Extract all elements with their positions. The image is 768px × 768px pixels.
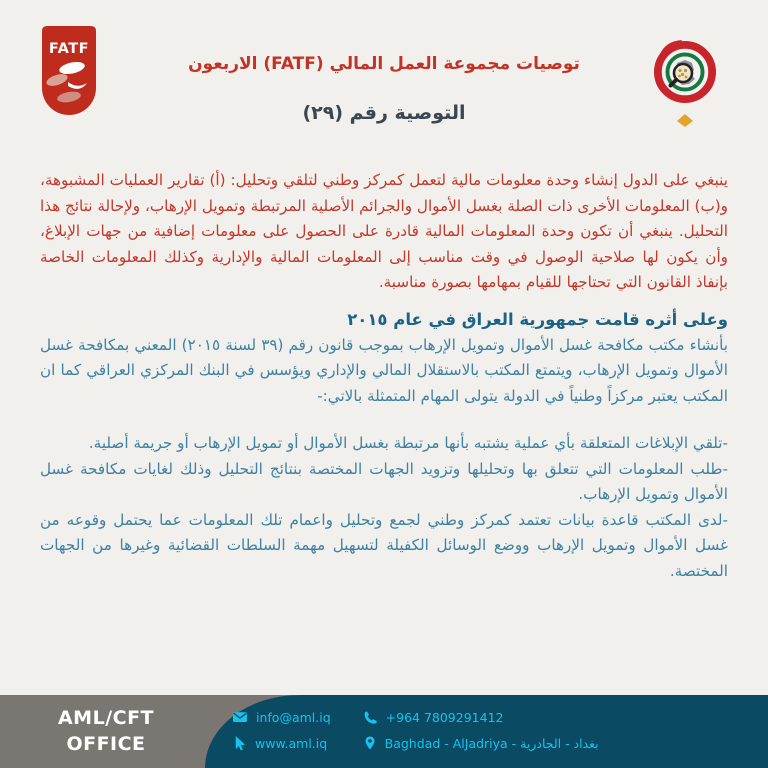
contact-info (232, 709, 599, 751)
recommendation-number: التوصية رقم (٢٩) (302, 102, 466, 124)
list-item: -لدى المكتب قاعدة بيانات تعتمد كمركز وطني لجمع وتحليل واعمام تلك المعلومات عما يحتمل وقوعه من غسل الأموال وتمويل الإرهاب ووضع الوسائل الكفيلة لتسهيل مهمة السلطات القضائية وغيرها من الجهات المختصة. (40, 510, 728, 580)
cursor-icon (232, 735, 247, 751)
phone-text: +964 7809291412 (385, 709, 504, 725)
contact-email (232, 709, 331, 725)
phone-icon (363, 710, 378, 725)
location-pin-icon (363, 735, 377, 751)
page-title: توصيات مجموعة العمل المالي (FATF) الاربعون (188, 54, 580, 74)
aml-office-emblem (626, 18, 744, 128)
email-text: info@aml.iq (256, 709, 331, 725)
iraq-section-paragraph: بأنشاء مكتب مكافحة غسل الأموال وتمويل الإرهاب بموجب قانون رقم (٣٩ لسنة ٢٠١٥) المعني بمكافحة غسل الأموال وتمويل الإرهاب، ويتمتع المكتب بالاستقلال المالي والإداري ويؤسس في البنك المركزي العراقي كما ان المكتب يعتبر مركزاً وطنياً في الدولة يتولى المهام المتمثلة بالاتي:- (40, 335, 728, 405)
fatf-shield-icon (42, 26, 96, 116)
office-name-line1: AML/CFT (57, 707, 155, 729)
office-name (46, 705, 166, 757)
aml-office-emblem-icon (626, 18, 744, 128)
list-item: -طلب المعلومات التي تتعلق بها وتحليلها وتزويد الجهات المختصة بنتائج التحليل وذلك لغايات مكافحة غسل الأموال وتمويل الإرهاب. (40, 459, 728, 503)
envelope-icon (232, 709, 248, 725)
contact-website (232, 735, 331, 751)
contact-address (363, 735, 599, 751)
document-body (0, 152, 768, 584)
iraq-section-heading: وعلى أثره قامت جمهورية العراق في عام ٢٠١٥ (347, 309, 728, 329)
fatf-logo (42, 26, 96, 116)
recommendation-paragraph: ينبغي على الدول إنشاء وحدة معلومات مالية لتعمل كمركز وطني لتلقي وتحليل: (أ) تقارير العمليات المشبوهة، و(ب) المعلومات الأخرى ذات الصلة بغسل الأموال والجرائم الأصلية المرتبطة وتمويل الإرهاب، ولإحالة نتائج هذا التحليل. ينبغي أن تكون وحدة المعلومات المالية قادرة على الحصول على معلومات إضافية من جهات الإبلاغ، وأن يكون لها صلاحية الوصول في وقت مناسب إلى المعلومات المالية والإدارية وكذلك المعلومات الخاصة بإنفاذ القانون التي تحتاجها للقيام بمهامها بصورة مناسبة. (40, 171, 728, 291)
address-text: Baghdad - AlJadriya - بغداد - الجادرية (384, 735, 599, 751)
footer (0, 695, 768, 768)
list-item: -تلقي الإبلاغات المتعلقة بأي عملية يشتبه بأنها مرتبطة بغسل الأموال أو تمويل الإرهاب أو جريمة أصلية. (88, 434, 728, 452)
fatf-logo-text: FATF (48, 41, 90, 57)
office-tasks-list (40, 431, 728, 584)
contact-phone (363, 709, 599, 725)
website-text: www.aml.iq (255, 735, 328, 751)
header (0, 0, 768, 152)
office-name-line2: OFFICE (66, 733, 146, 755)
